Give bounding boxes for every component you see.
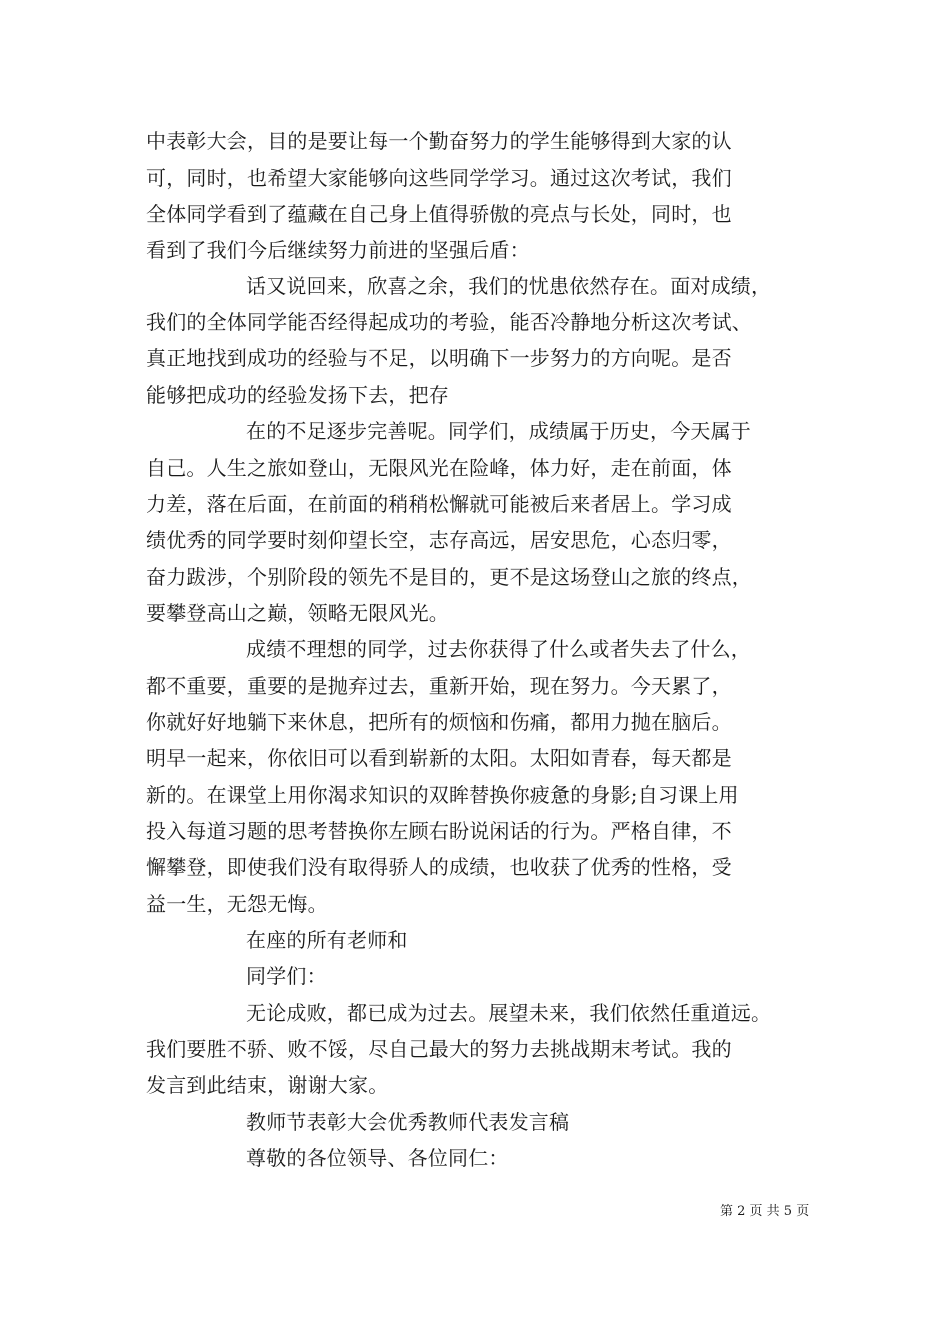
text-line: 力差，落在后面，在前面的稍稍松懈就可能被后来者居上。学习成 xyxy=(146,492,732,516)
text-line: 全体同学看到了蕴藏在自己身上值得骄傲的亮点与长处，同时，也 xyxy=(146,202,732,226)
paragraph-start-line: 在的不足逐步完善呢。同学们，成绩属于历史，今天属于 xyxy=(246,419,751,443)
text-line: 明早一起来，你依旧可以看到崭新的太阳。太阳如青春，每天都是 xyxy=(146,746,732,770)
page-number: 第 2 页 共 5 页 xyxy=(720,1204,810,1219)
paragraph-start-line: 话又说回来，欣喜之余，我们的忧患依然存在。面对成绩， xyxy=(246,274,772,298)
paragraph-start-line: 成绩不理想的同学，过去你获得了什么或者失去了什么， xyxy=(246,637,751,661)
text-line: 懈攀登，即使我们没有取得骄人的成绩，也收获了优秀的性格，受 xyxy=(146,855,732,879)
text-line: 奋力跋涉，个别阶段的领先不是目的，更不是这场登山之旅的终点， xyxy=(146,565,752,589)
text-line: 要攀登高山之巅，领略无限风光。 xyxy=(146,601,449,625)
text-line: 我们的全体同学能否经得起成功的考验，能否冷静地分析这次考试、 xyxy=(146,310,752,334)
paragraph-start-line: 无论成败，都已成为过去。展望未来，我们依然任重道远。 xyxy=(246,1001,772,1025)
text-line: 中表彰大会，目的是要让每一个勤奋努力的学生能够得到大家的认 xyxy=(146,129,732,153)
text-line: 真正地找到成功的经验与不足，以明确下一步努力的方向呢。是否 xyxy=(146,346,732,370)
salutation-line: 尊敬的各位领导、各位同仁： xyxy=(246,1146,509,1170)
speech-title: 教师节表彰大会优秀教师代表发言稿 xyxy=(246,1110,570,1134)
text-line: 绩优秀的同学要时刻仰望长空，志存高远，居安思危，心态归零， xyxy=(146,528,732,552)
text-line: 看到了我们今后继续努力前进的坚强后盾： xyxy=(146,238,530,262)
salutation-line: 在座的所有老师和 xyxy=(246,928,408,952)
text-line: 能够把成功的经验发扬下去，把存 xyxy=(146,383,449,407)
text-line: 自己。人生之旅如登山，无限风光在险峰，体力好，走在前面，体 xyxy=(146,456,732,480)
text-line: 我们要胜不骄、败不馁，尽自己最大的努力去挑战期末考试。我的 xyxy=(146,1037,732,1061)
text-line: 新的。在课堂上用你渴求知识的双眸替换你疲惫的身影;自习课上用 xyxy=(146,783,739,807)
text-line: 发言到此结束，谢谢大家。 xyxy=(146,1073,389,1097)
text-line: 可，同时，也希望大家能够向这些同学学习。通过这次考试，我们 xyxy=(146,166,732,190)
text-line: 投入每道习题的思考替换你左顾右盼说闲话的行为。严格自律，不 xyxy=(146,819,732,843)
text-line: 你就好好地躺下来休息，把所有的烦恼和伤痛，都用力抛在脑后。 xyxy=(146,710,732,734)
text-line: 益一生，无怨无悔。 xyxy=(146,892,328,916)
text-line: 都不重要，重要的是抛弃过去，重新开始，现在努力。今天累了， xyxy=(146,674,732,698)
salutation-line: 同学们： xyxy=(246,964,327,988)
